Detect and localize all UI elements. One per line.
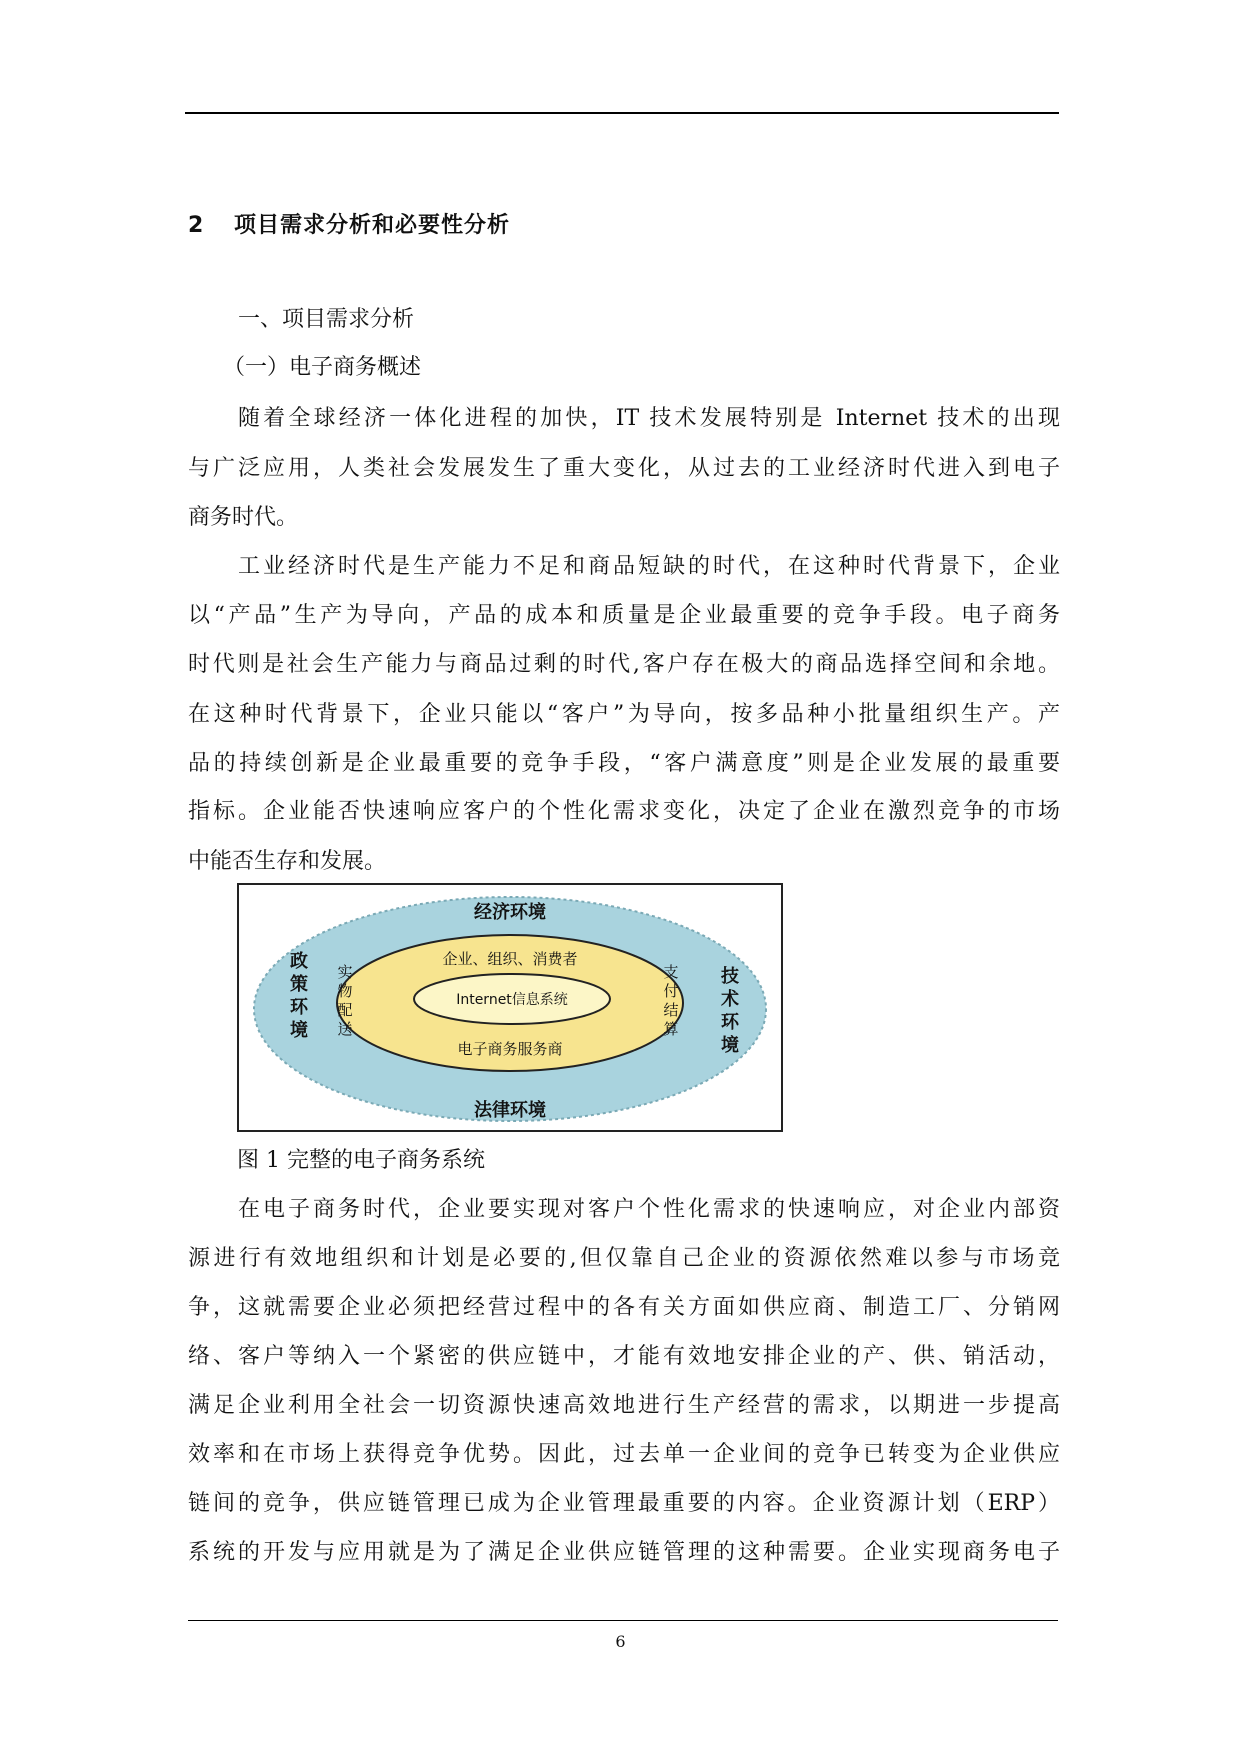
- outer-right-char: 技: [721, 966, 739, 987]
- outer-right-char: 术: [721, 989, 739, 1010]
- ecommerce-system-diagram: [239, 885, 781, 1130]
- paragraph-2-line: 中能否生存和发展。: [188, 849, 387, 874]
- middle-bottom-label: 电子商务服务商: [457, 1040, 563, 1058]
- middle-left-char: 实: [337, 963, 353, 981]
- outer-left-char: 境: [290, 1020, 308, 1041]
- footer-rule: [188, 1620, 1058, 1621]
- paragraph-1-line: 商务时代。: [188, 505, 299, 530]
- paragraph-1-line: 随着全球经济一体化进程的加快，IT 技术发展特别是 Internet 技术的出现: [238, 406, 1060, 431]
- header-rule: [185, 112, 1059, 114]
- outer-right-char: 环: [721, 1012, 739, 1033]
- middle-left-char: 配: [337, 1001, 353, 1019]
- outer-top-label: 经济环境: [474, 902, 546, 923]
- section-number: 2: [188, 213, 205, 238]
- paragraph-3-line: 源进行有效地组织和计划是必要的,但仅靠自己企业的资源依然难以参与市场竞: [188, 1246, 1060, 1271]
- paragraph-2-line: 工业经济时代是生产能力不足和商品短缺的时代，在这种时代背景下，企业: [238, 554, 1060, 579]
- paragraph-3-line: 络、客户等纳入一个紧密的供应链中，才能有效地安排企业的产、供、销活动，: [188, 1344, 1060, 1369]
- outer-left-char: 策: [290, 974, 308, 995]
- middle-top-label: 企业、组织、消费者: [442, 950, 578, 968]
- paragraph-2-line: 在这种时代背景下，企业只能以“客户”为导向，按多品种小批量组织生产。产: [188, 702, 1060, 727]
- paragraph-2-line: 以“产品”生产为导向，产品的成本和质量是企业最重要的竞争手段。电子商务: [188, 603, 1060, 628]
- paragraph-1-line: 与广泛应用，人类社会发展发生了重大变化，从过去的工业经济时代进入到电子: [188, 456, 1060, 481]
- paragraph-3-line: 系统的开发与应用就是为了满足企业供应链管理的这种需要。企业实现商务电子: [188, 1540, 1060, 1565]
- outer-bottom-label: 法律环境: [474, 1100, 546, 1121]
- outer-left-char: 环: [290, 997, 308, 1018]
- paragraph-3-line: 链间的竞争，供应链管理已成为企业管理最重要的内容。企业资源计划（ERP）: [188, 1491, 1060, 1516]
- middle-right-char: 算: [663, 1020, 679, 1038]
- outer-left-char: 政: [290, 951, 308, 972]
- subheading-1: 一、项目需求分析: [238, 307, 415, 332]
- middle-right-char: 结: [663, 1001, 679, 1019]
- paragraph-3-line: 争，这就需要企业必须把经营过程中的各有关方面如供应商、制造工厂、分销网: [188, 1295, 1060, 1320]
- middle-left-char: 物: [337, 982, 353, 1000]
- center-label: Internet信息系统: [456, 992, 568, 1008]
- section-title: 项目需求分析和必要性分析: [234, 213, 511, 238]
- section-heading: [188, 208, 510, 239]
- paragraph-3-line: 在电子商务时代，企业要实现对客户个性化需求的快速响应，对企业内部资: [238, 1197, 1060, 1222]
- paragraph-2-line: 时代则是社会生产能力与商品过剩的时代,客户存在极大的商品选择空间和余地。: [188, 652, 1060, 677]
- subheading-2: （一）电子商务概述: [223, 355, 422, 380]
- figure-caption: 图 1 完整的电子商务系统: [237, 1148, 485, 1173]
- middle-right-char: 支: [663, 963, 679, 981]
- paragraph-2-line: 指标。企业能否快速响应客户的个性化需求变化，决定了企业在激烈竞争的市场: [188, 799, 1060, 824]
- ecommerce-system-figure: [237, 883, 783, 1132]
- middle-right-char: 付: [663, 982, 679, 1000]
- middle-left-char: 送: [337, 1020, 353, 1038]
- page-number: 6: [615, 1632, 626, 1651]
- paragraph-2-line: 品的持续创新是企业最重要的竞争手段，“客户满意度”则是企业发展的最重要: [188, 751, 1060, 776]
- paragraph-3-line: 效率和在市场上获得竞争优势。因此，过去单一企业间的竞争已转变为企业供应: [188, 1442, 1060, 1467]
- outer-right-char: 境: [721, 1035, 739, 1056]
- paragraph-3-line: 满足企业利用全社会一切资源快速高效地进行生产经营的需求，以期进一步提高: [188, 1393, 1060, 1418]
